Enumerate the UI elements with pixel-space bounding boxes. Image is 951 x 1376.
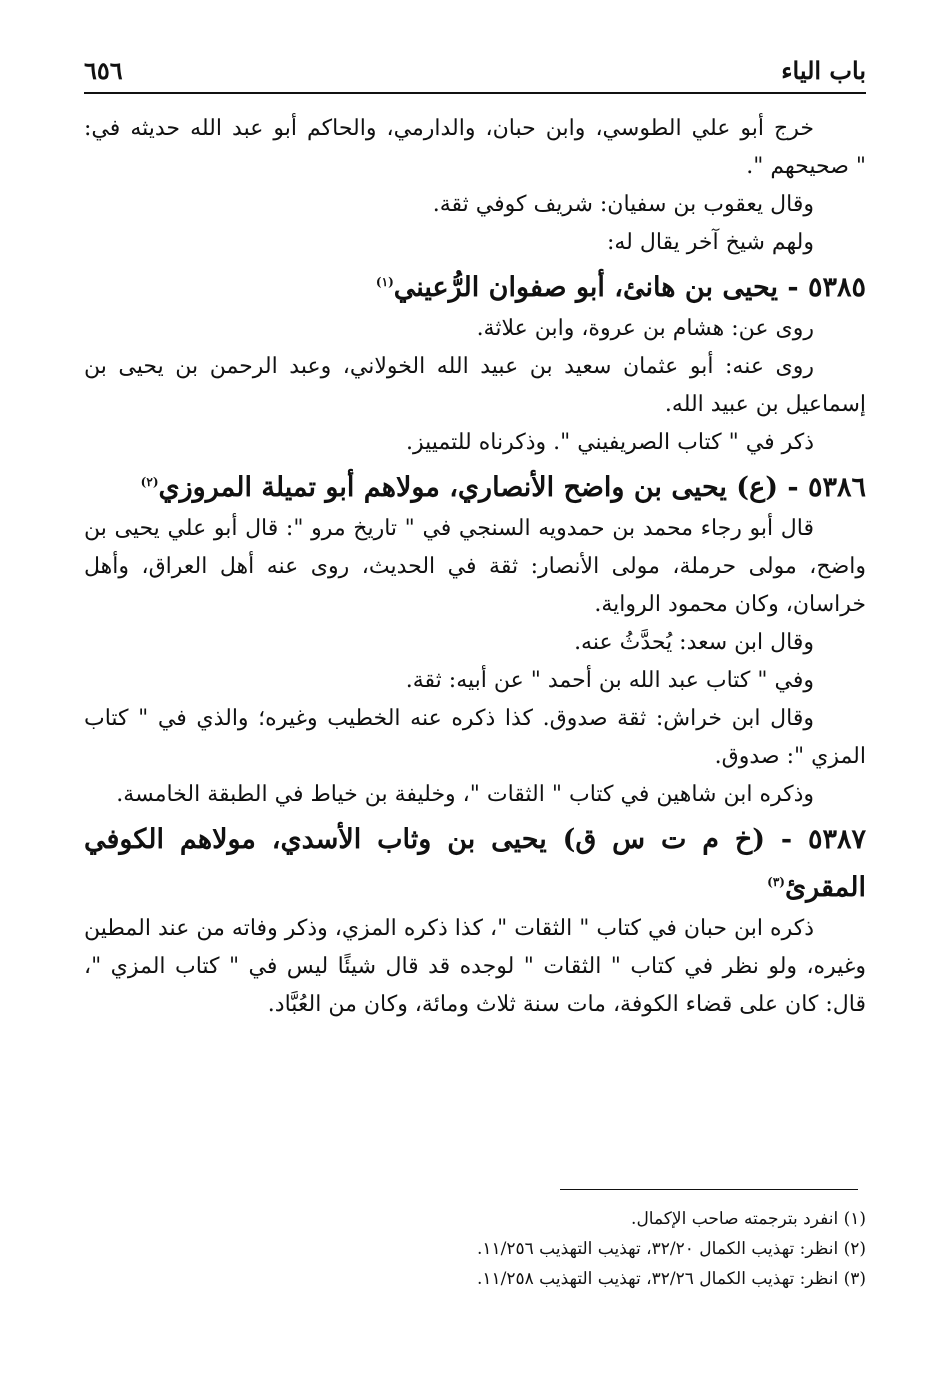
footnote: (٣) انظر: تهذيب الكمال ٣٢/٢٦، تهذيب التهذيب ١١/٢٥٨. [476, 1269, 866, 1289]
text-line [84, 948, 866, 986]
text-line [84, 186, 866, 224]
entry-heading-text: ٥٣٨٥ - يحيى بن هانئ، أبو صفوان الرُّعيني [393, 272, 866, 303]
text-line-content: خراسان، وكان محمود الرواية. [594, 592, 866, 617]
text-line [84, 986, 866, 1024]
text-line [84, 310, 866, 348]
text-line-content: وفي " كتاب عبد الله بن أحمد " عن أبيه: ثقة. [405, 668, 814, 693]
text-line [84, 224, 866, 262]
text-line [84, 662, 866, 700]
main-text [84, 110, 866, 1024]
text-line [84, 110, 866, 148]
text-line-content: ولهم شيخ آخر يقال له: [606, 230, 814, 255]
text-line-content: خرج أبو علي الطوسي، وابن حبان، والدارمي، والحاكم أبو عبد الله حديثه في: [84, 116, 814, 141]
text-line [84, 624, 866, 662]
entry-heading-text: ٥٣٨٦ - (ع) يحيى بن واضح الأنصاري، مولاهم أبو تميلة المروزي [158, 472, 866, 503]
text-line-content: وقال ابن سعد: يُحدَّثُ عنه. [574, 630, 814, 655]
footnote: (٢) انظر: تهذيب الكمال ٣٢/٢٠، تهذيب التهذيب ١١/٢٥٦. [476, 1239, 866, 1259]
text-line-content: روى عنه: أبو عثمان سعيد بن عبيد الله الخولاني، وعبد الرحمن بن يحيى بن [84, 354, 814, 379]
text-line [84, 148, 866, 186]
footnote-divider [560, 1189, 858, 1190]
entry-heading [84, 266, 866, 310]
footnote: (١) انفرد بترجمته صاحب الإكمال. [631, 1209, 866, 1229]
footnote-marker[interactable]: (٣) [767, 875, 785, 889]
text-line-content: وقال ابن خراش: ثقة صدوق. كذا ذكره عنه الخطيب وغيره؛ والذي في " كتاب [84, 706, 814, 731]
entry-heading [84, 866, 866, 910]
text-line-content: قال أبو رجاء محمد بن حمدويه السنجي في " تاريخ مرو ": قال أبو علي يحيى بن [84, 516, 814, 541]
text-line [84, 348, 866, 386]
text-line [84, 510, 866, 548]
text-line-content: وغيره، ولو نظر في كتاب " الثقات " لوجده قد قال شيئًا ليس في " كتاب المزي "، [84, 954, 866, 979]
text-line [84, 386, 866, 424]
text-line-content: ذكره ابن حبان في كتاب " الثقات "، كذا ذكره المزي، وذكر وفاته من عند المطين [84, 916, 814, 941]
text-line-content: المزي ": صدوق. [714, 744, 866, 769]
page-number: ٦٥٦ [84, 56, 123, 85]
footnote-marker[interactable]: (١) [375, 275, 394, 289]
footnotes [84, 1204, 866, 1294]
text-line [84, 424, 866, 462]
chapter-title: باب الياء [781, 56, 866, 85]
text-line-content: روى عن: هشام بن عروة، وابن علاثة. [476, 316, 814, 341]
text-line-content: " صحيحهم ". [746, 154, 866, 179]
text-line-content: إسماعيل بن عبيد الله. [664, 392, 866, 417]
text-line [84, 910, 866, 948]
entry-heading-text: المقرئ [784, 872, 866, 903]
text-line [84, 776, 866, 814]
text-line [84, 586, 866, 624]
text-line-content: واضح، مولى حرملة، مولى الأنصار: ثقة في الحديث، روى عنه أهل العراق، وأهل [84, 554, 866, 579]
text-line [84, 700, 866, 738]
entry-heading [84, 818, 866, 862]
text-line-content: قال: كان على قضاء الكوفة، مات سنة ثلاث ومائة، وكان من العُبَّاد. [267, 992, 866, 1017]
footnote-marker[interactable]: (٢) [140, 475, 159, 489]
page-header [84, 52, 866, 94]
entry-heading-text: ٥٣٨٧ - (خ م ت س ق) يحيى بن وثاب الأسدي، مولاهم الكوفي [84, 824, 866, 855]
entry-heading [84, 466, 866, 510]
text-line-content: ذكر في " كتاب الصريفيني ". وذكرناه للتمييز. [405, 430, 814, 455]
text-line-content: وقال يعقوب بن سفيان: شريف كوفي ثقة. [432, 192, 814, 217]
text-line-content: وذكره ابن شاهين في كتاب " الثقات "، وخليفة بن خياط في الطبقة الخامسة. [116, 782, 814, 807]
text-line [84, 548, 866, 586]
text-line [84, 738, 866, 776]
